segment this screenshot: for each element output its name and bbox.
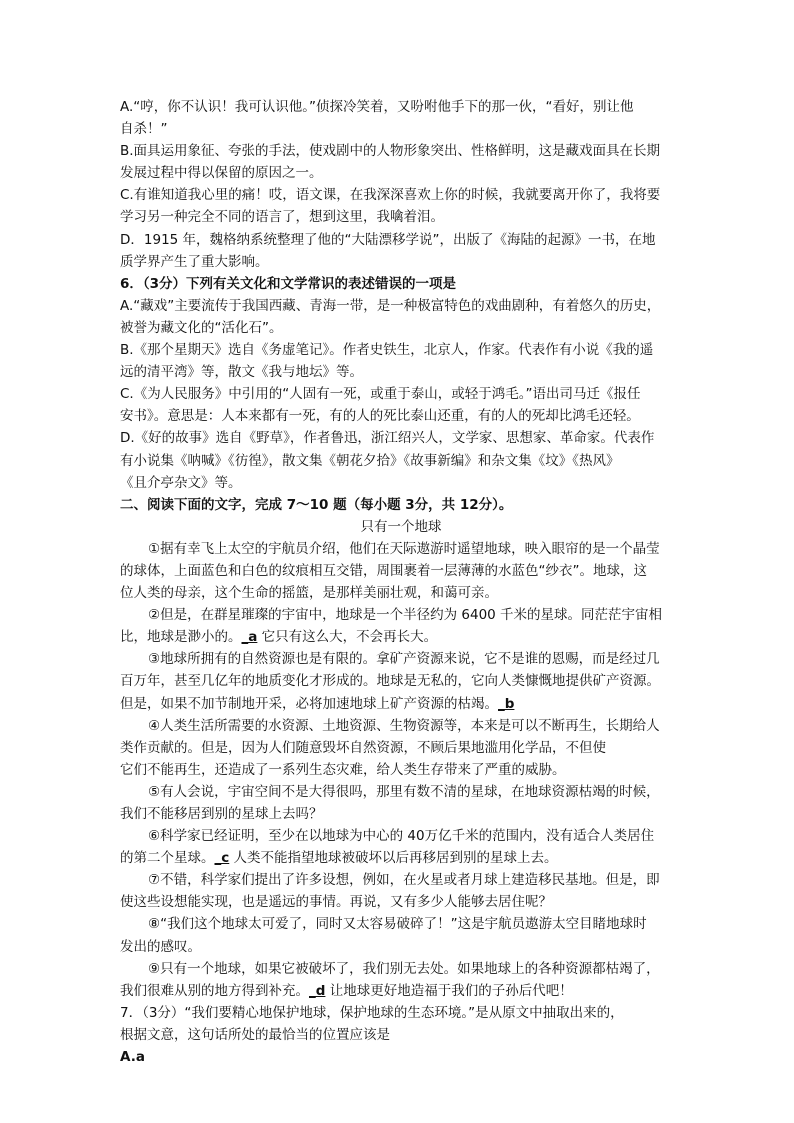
passage-p2-line2	[120, 626, 682, 648]
passage-p6-line2	[120, 847, 682, 869]
passage-p5-line2: 我们不能移居到别的星球上去吗？	[120, 806, 323, 822]
q5-option-c-line1: C.有谁知道我心里的痛！哎，语文课，在我深深喜欢上你的时候，我就要离开你了，我将要	[120, 187, 661, 204]
blank-marker-a: _a	[241, 629, 258, 646]
q6-option-d-line2: 有小说集《呐喊》《彷徨》，散文集《朝花夕拾》《故事新编》和杂文集《坟》《热风》	[120, 452, 620, 469]
q5-option-b-line2: 发展过程中得以保留的原因之一。	[120, 165, 323, 182]
q6-option-b-line2: 远的清平湾》等，散文《我与地坛》等。	[120, 364, 363, 381]
q5-option-c-line2: 学习另一种完全不同的语言了，想到这里，我噙着泪。	[120, 209, 444, 226]
q5-option-d-line2: 质学界产生了重大影响。	[120, 253, 269, 270]
passage-p9-line1: ⑨只有一个地球，如果它被破坏了，我们别无去处。如果地球上的各种资源都枯竭了，	[148, 960, 660, 977]
q7-stem-line2: 根据文意，这句话所处的最恰当的位置应该是	[120, 1026, 390, 1043]
q6-option-c-line2: 安书》。意思是：人本来都有一死，有的人的死比泰山还重，有的人的死却比鸿毛还轻。	[120, 408, 640, 425]
q5-option-a-line2: 自杀！”	[120, 121, 168, 138]
section-heading: 二、阅读下面的文字，完成 7～10 题（每小题 3分，共 12分）。	[120, 496, 513, 513]
q6-option-b-line1: B.《那个星期天》选自《务虚笔记》。作者史铁生，北京人，作家。代表作有小说《我的遥	[120, 342, 654, 359]
passage-p7-line1: ⑦不错，科学家们提出了许多设想，例如，在火星或者月球上建造移民基地。但是，即	[148, 872, 660, 889]
q5-option-b-line1: B.面具运用象征、夸张的手法，使戏剧中的人物形象突出、性格鲜明，这是藏戏面具在长期	[120, 143, 661, 160]
passage-p6-text-pre: 的第二个星球。	[120, 850, 215, 867]
blank-marker-c: _c	[214, 850, 230, 867]
q6-option-a-line1: A.“藏戏”主要流传于我国西藏、青海一带，是一种极富特色的戏曲剧种，有着悠久的历史，	[120, 297, 661, 314]
q7-option-a: A.a	[120, 1049, 145, 1066]
q6-option-d-line1: D.《好的故事》选自《野草》，作者鲁迅，浙江绍兴人，文学家、思想家、革命家。代表作	[120, 430, 655, 447]
passage-p3-line1: ③地球所拥有的自然资源也是有限的。拿矿产资源来说，它不是谁的恩赐，而是经过几	[148, 651, 660, 668]
passage-p1-line3: 位人类的母亲，这个生命的摇篮，是那样美丽壮观，和蔼可亲。	[120, 585, 498, 602]
passage-p7-line2: 使这些设想能实现，也是遥远的事情。再说，又有多少人能够去居住呢？	[120, 894, 552, 911]
passage-p2-line1: ②但是，在群星璀璨的宇宙中，地球是一个半径约为 6400 千米的星球。同茫茫宇宙相	[148, 607, 663, 624]
q6-option-c-line1: C.《为人民服务》中引用的“人固有一死，或重于泰山，或轻于鸿毛。”语出司马迁《报任	[120, 386, 641, 403]
passage-p6-text-post: 人类不能指望地球被破坏以后再移居到别的星球上去。	[229, 850, 558, 867]
passage-p1-line2: 的球体，上面蓝色和白色的纹痕相互交错，周围裹着一层薄薄的水蓝色“纱衣”。地球，这	[120, 562, 647, 579]
passage-p8-line2: 发出的感叹。	[120, 938, 201, 955]
q7-stem-line1: 7．（3分）“我们要精心地保护地球，保护地球的生态环境。”是从原文中抽取出来的，	[120, 1004, 624, 1021]
passage-p9-text-pre: 我们很难从别的地方得到补充。	[120, 982, 309, 999]
q5-option-a-line1: A.“哼，你不认识！我可认识他。”侦探冷笑着，又吩咐他手下的那一伙，“看好，别让他	[120, 99, 634, 115]
passage-p4-line2: 类作贡献的。但是，因为人们随意毁坏自然资源，不顾后果地滥用化学品，不但使	[120, 739, 606, 756]
passage-p6-line1: ⑥科学家已经证明，至少在以地球为中心的 40万亿千米的范围内，没有适合人类居住	[148, 828, 655, 845]
q6-stem: 6．（3分）下列有关文化和文学常识的表述错误的一项是	[120, 275, 457, 292]
passage-p2-text-pre: 比，地球是渺小的。	[120, 629, 242, 646]
passage-p4-line3: 它们不能再生，还造成了一系列生态灾难，给人类生存带来了严重的威胁。	[120, 761, 566, 778]
passage-p9-line2	[120, 980, 682, 1002]
passage-p1-line1: ①据有幸飞上太空的宇航员介绍，他们在天际遨游时遥望地球，映入眼帘的是一个晶莹	[148, 540, 660, 557]
passage-p3-line2: 百万年，甚至几亿年的地质变化才形成的。地球是无私的，它向人类慷慨地提供矿产资源。	[120, 673, 660, 690]
blank-marker-b: _b	[498, 695, 515, 712]
passage-p9-text-post: 让地球更好地造福于我们的子孙后代吧！	[325, 982, 573, 999]
passage-p8-line1: ⑧“我们这个地球太可爱了，同时又太容易破碎了！”这是宇航员遨游太空目睹地球时	[148, 916, 647, 933]
q5-option-d-line1: D．1915 年，魏格纳系统整理了他的“大陆漂移学说”，出版了《海陆的起源》一书，在地	[120, 231, 656, 248]
passage-title: 只有一个地球	[360, 518, 442, 535]
q6-option-a-line2: 被誉为藏文化的“活化石”。	[120, 319, 283, 336]
page-content	[120, 96, 682, 1068]
passage-p2-text-post: 它只有这么大，不会再长大。	[257, 629, 438, 646]
passage-p4-line1: ④人类生活所需要的水资源、土地资源、生物资源等，本来是可以不断再生，长期给人	[148, 717, 660, 734]
q6-option-d-line3: 《且介亭杂文》等。	[120, 474, 242, 491]
passage-p3-text-pre: 但是，如果不加节制地开采，必将加速地球上矿产资源的枯竭。	[120, 695, 498, 712]
blank-marker-d: _d	[309, 982, 326, 999]
passage-p3-line3	[120, 693, 682, 715]
passage-p5-line1: ⑤有人会说，宇宙空间不是大得很吗，那里有数不清的星球，在地球资源枯竭的时候，	[148, 783, 660, 800]
